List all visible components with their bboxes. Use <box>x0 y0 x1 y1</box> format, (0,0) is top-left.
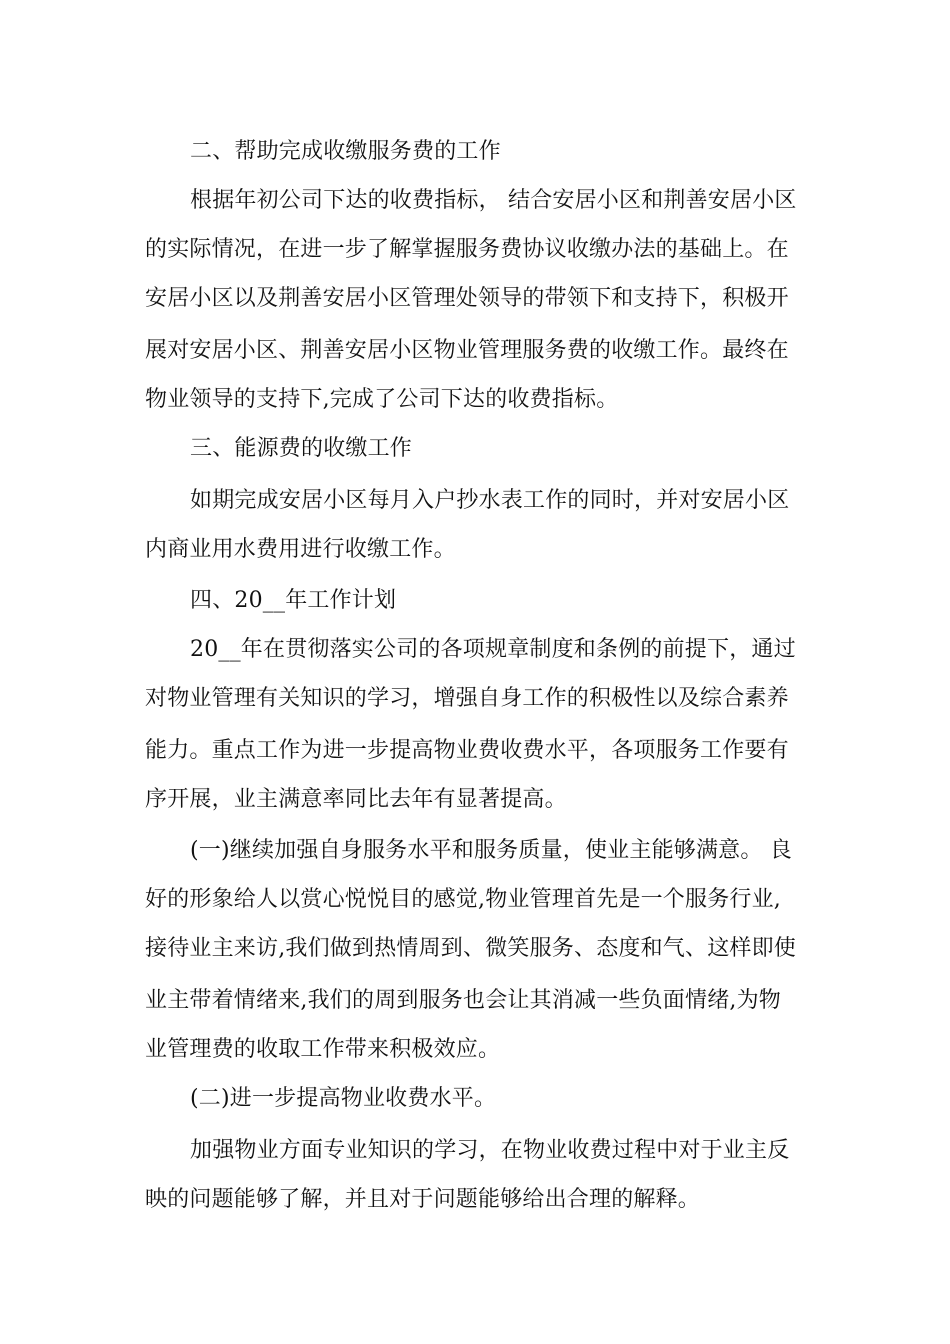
paragraph-line: 内商业用水费用进行收缴工作。 <box>145 537 456 562</box>
paragraph-line: 能力。重点工作为进一步提高物业费收费水平，各项服务工作要有 <box>145 738 789 763</box>
section-heading-4: 四、20__年工作计划 <box>190 588 397 613</box>
paragraph-line: 20__年在贯彻落实公司的各项规章制度和条例的前提下，通过 <box>190 637 796 662</box>
paragraph-line: 安居小区以及荆善安居小区管理处领导的带领下和支持下，积极开 <box>145 286 789 311</box>
paragraph-line: 业主带着情绪来,我们的周到服务也会让其消减一些负面情绪,为物 <box>145 988 781 1013</box>
paragraph-line: 业管理费的收取工作带来积极效应。 <box>145 1037 501 1062</box>
paragraph-line: 加强物业方面专业知识的学习，在物业收费过程中对于业主反 <box>190 1138 790 1163</box>
paragraph-line: 映的问题能够了解，并且对于问题能够给出合理的解释。 <box>145 1187 701 1212</box>
paragraph-line: 展对安居小区、荆善安居小区物业管理服务费的收缴工作。最终在 <box>145 338 789 363</box>
paragraph-line: 对物业管理有关知识的学习，增强自身工作的积极性以及综合素养 <box>145 686 789 711</box>
paragraph-line: 序开展，业主满意率同比去年有显著提高。 <box>145 787 567 812</box>
paragraph-line: 物业领导的支持下,完成了公司下达的收费指标。 <box>145 387 619 412</box>
section-heading-2: 二、帮助完成收缴服务费的工作 <box>190 139 501 164</box>
paragraph-line: 的实际情况，在进一步了解掌握服务费协议收缴办法的基础上。在 <box>145 237 789 262</box>
subsection-heading: (二)进一步提高物业收费水平。 <box>190 1086 497 1111</box>
section-heading-3: 三、能源费的收缴工作 <box>190 436 413 461</box>
paragraph-line: 好的形象给人以赏心悦悦目的感觉,物业管理首先是一个服务行业, <box>145 887 781 912</box>
paragraph-line: 接待业主来访,我们做到热情周到、微笑服务、态度和气、这样即使 <box>145 936 796 961</box>
paragraph-line: 根据年初公司下达的收费指标， 结合安居小区和荆善安居小区 <box>190 188 797 213</box>
paragraph-line: 如期完成安居小区每月入户抄水表工作的同时，并对安居小区 <box>190 488 790 513</box>
paragraph-line: (一)继续加强自身服务水平和服务质量，使业主能够满意。 良 <box>190 838 792 863</box>
